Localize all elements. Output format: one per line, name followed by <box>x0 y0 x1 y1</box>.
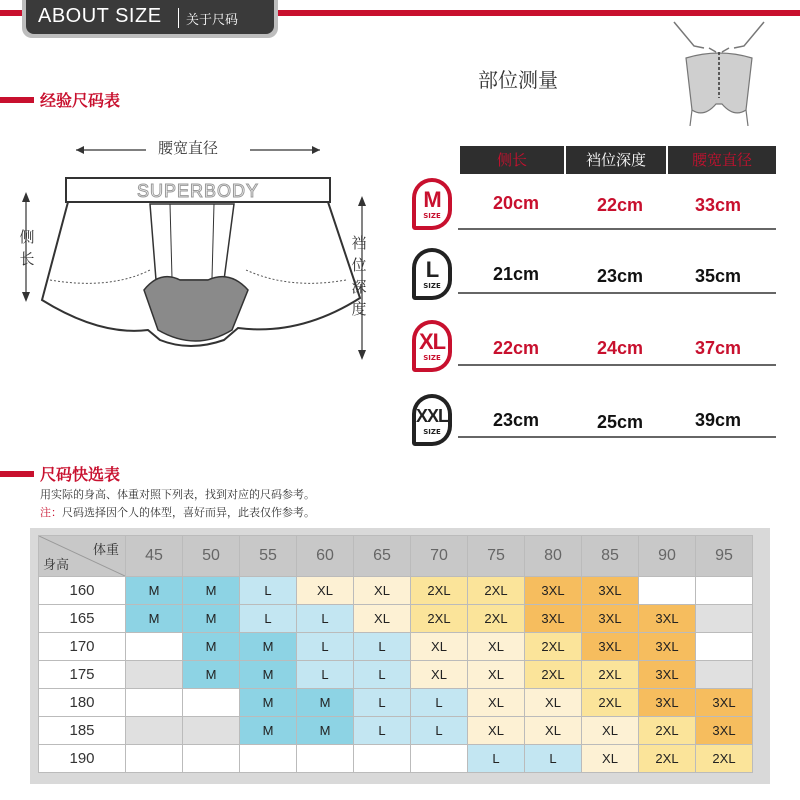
size-cell <box>696 633 753 661</box>
size-cell: M <box>240 717 297 745</box>
row-divider <box>458 228 776 230</box>
weight-header-95: 95 <box>696 536 753 577</box>
table-row <box>39 689 753 717</box>
waist-width-label: 腰宽直径 <box>158 139 219 157</box>
size-cell: XL <box>411 633 468 661</box>
size-cell: M <box>183 661 240 689</box>
row-divider <box>458 436 776 438</box>
header-separator <box>178 8 179 28</box>
size-badge-l: L SIZE <box>412 248 452 300</box>
size-cell: 3XL <box>582 577 639 605</box>
l-side-length: 21cm <box>492 264 540 284</box>
brand-text: SUPERBODY <box>136 181 260 201</box>
size-cell: XL <box>582 717 639 745</box>
size-cell: L <box>411 689 468 717</box>
size-cell: XL <box>297 577 354 605</box>
note-disclaimer: 注：尺码选择因个人的体型，喜好而异，此表仅作参考。 <box>40 506 315 519</box>
height-header-160: 160 <box>39 577 126 605</box>
size-badge-xl: XL SIZE <box>412 320 452 372</box>
size-cell: 3XL <box>525 605 582 633</box>
size-cell: M <box>183 633 240 661</box>
size-cell: L <box>411 717 468 745</box>
m-side-length: 20cm <box>492 193 540 213</box>
size-cell <box>240 745 297 773</box>
l-crotch-depth: 23cm <box>596 266 644 286</box>
size-cell: 2XL <box>582 661 639 689</box>
section-bar-experience <box>0 97 34 103</box>
size-cell: L <box>525 745 582 773</box>
header-side-length: 侧长 <box>460 146 564 174</box>
size-cell: 3XL <box>582 605 639 633</box>
section-bar-quick <box>0 471 34 477</box>
size-cell: 3XL <box>639 633 696 661</box>
size-cell: L <box>297 633 354 661</box>
weight-header-55: 55 <box>240 536 297 577</box>
xxl-side-length: 23cm <box>492 410 540 430</box>
table-row <box>39 745 753 773</box>
size-cell: L <box>240 577 297 605</box>
height-header-175: 175 <box>39 661 126 689</box>
xxl-waist-width: 39cm <box>694 410 742 430</box>
size-cell: L <box>354 689 411 717</box>
table-row <box>39 661 753 689</box>
l-waist-width: 35cm <box>694 266 742 286</box>
size-cell: XL <box>525 689 582 717</box>
row-divider <box>458 292 776 294</box>
weight-header-60: 60 <box>297 536 354 577</box>
page-subtitle: 关于尺码 <box>186 13 239 28</box>
height-header-180: 180 <box>39 689 126 717</box>
table-row <box>39 605 753 633</box>
size-cell: 2XL <box>696 745 753 773</box>
size-cell <box>126 689 183 717</box>
xl-waist-width: 37cm <box>694 338 742 358</box>
size-cell <box>696 577 753 605</box>
weight-header-45: 45 <box>126 536 183 577</box>
size-cell <box>411 745 468 773</box>
weight-header-80: 80 <box>525 536 582 577</box>
table-row <box>39 633 753 661</box>
size-cell: 2XL <box>411 605 468 633</box>
weight-header-85: 85 <box>582 536 639 577</box>
size-cell: XL <box>525 717 582 745</box>
size-cell: XL <box>582 745 639 773</box>
size-cell: 3XL <box>639 605 696 633</box>
weight-header-50: 50 <box>183 536 240 577</box>
header-crotch-depth: 裆位深度 <box>566 146 666 174</box>
m-waist-width: 33cm <box>694 195 742 215</box>
size-cell: XL <box>468 661 525 689</box>
size-cell: L <box>240 605 297 633</box>
size-badge-m: M SIZE <box>412 178 452 230</box>
size-cell: M <box>240 689 297 717</box>
size-cell: 3XL <box>639 689 696 717</box>
crotch-depth-label: 裆 位 深 度 <box>351 234 367 318</box>
size-cell <box>639 577 696 605</box>
size-cell: 3XL <box>525 577 582 605</box>
size-cell: M <box>297 717 354 745</box>
xxl-crotch-depth: 25cm <box>596 412 644 432</box>
size-cell: M <box>240 633 297 661</box>
size-chart-header-row <box>39 536 753 577</box>
size-cell: L <box>297 605 354 633</box>
size-cell: L <box>297 661 354 689</box>
xl-side-length: 22cm <box>492 338 540 358</box>
size-cell: XL <box>468 717 525 745</box>
size-chart <box>38 535 753 773</box>
height-header-185: 185 <box>39 717 126 745</box>
size-cell <box>354 745 411 773</box>
size-cell: XL <box>468 689 525 717</box>
weight-header-90: 90 <box>639 536 696 577</box>
size-cell: XL <box>468 633 525 661</box>
weight-header-75: 75 <box>468 536 525 577</box>
size-cell: 2XL <box>639 745 696 773</box>
size-cell <box>696 605 753 633</box>
size-cell: L <box>354 661 411 689</box>
size-cell: 2XL <box>468 605 525 633</box>
size-cell: XL <box>411 661 468 689</box>
table-row <box>39 717 753 745</box>
size-cell: 3XL <box>639 661 696 689</box>
size-chart-corner <box>39 536 126 577</box>
size-cell: 3XL <box>696 717 753 745</box>
size-cell: L <box>354 633 411 661</box>
size-cell <box>183 745 240 773</box>
size-cell: 2XL <box>468 577 525 605</box>
size-cell: M <box>240 661 297 689</box>
size-cell: XL <box>354 605 411 633</box>
size-cell: M <box>183 577 240 605</box>
xl-crotch-depth: 24cm <box>596 338 644 358</box>
corner-height-label: 身高 <box>43 557 70 572</box>
row-divider <box>458 364 776 366</box>
table-row <box>39 577 753 605</box>
size-cell <box>696 661 753 689</box>
body-measure-pictogram <box>664 18 774 126</box>
size-cell: XL <box>354 577 411 605</box>
size-cell: 2XL <box>525 633 582 661</box>
size-cell <box>126 745 183 773</box>
corner-weight-label: 体重 <box>92 542 119 557</box>
page-title: ABOUT SIZE <box>38 5 162 27</box>
size-cell <box>183 689 240 717</box>
size-cell <box>297 745 354 773</box>
size-cell: 2XL <box>582 689 639 717</box>
section-title-quick: 尺码快选表 <box>40 465 121 484</box>
height-header-165: 165 <box>39 605 126 633</box>
size-cell: 2XL <box>639 717 696 745</box>
size-cell: M <box>126 577 183 605</box>
height-header-170: 170 <box>39 633 126 661</box>
size-cell: 3XL <box>582 633 639 661</box>
weight-header-65: 65 <box>354 536 411 577</box>
size-badge-xxl: XXL SIZE <box>412 394 452 446</box>
height-header-190: 190 <box>39 745 126 773</box>
size-cell: L <box>354 717 411 745</box>
size-cell: M <box>297 689 354 717</box>
size-cell <box>126 661 183 689</box>
size-cell <box>183 717 240 745</box>
size-cell: 3XL <box>696 689 753 717</box>
size-cell <box>126 717 183 745</box>
size-cell: 2XL <box>411 577 468 605</box>
size-cell: L <box>468 745 525 773</box>
size-cell: 2XL <box>525 661 582 689</box>
weight-header-70: 70 <box>411 536 468 577</box>
section-title-experience: 经验尺码表 <box>40 91 121 110</box>
side-length-label: 侧 长 <box>19 228 35 268</box>
size-cell <box>126 633 183 661</box>
size-cell: M <box>126 605 183 633</box>
size-cell: M <box>183 605 240 633</box>
header-waist-width: 腰宽直径 <box>668 146 776 174</box>
m-crotch-depth: 22cm <box>596 195 644 215</box>
section-title-measure: 部位测量 <box>478 68 558 92</box>
note-usage: 用实际的身高、体重对照下列表，找到对应的尺码参考。 <box>40 488 315 501</box>
